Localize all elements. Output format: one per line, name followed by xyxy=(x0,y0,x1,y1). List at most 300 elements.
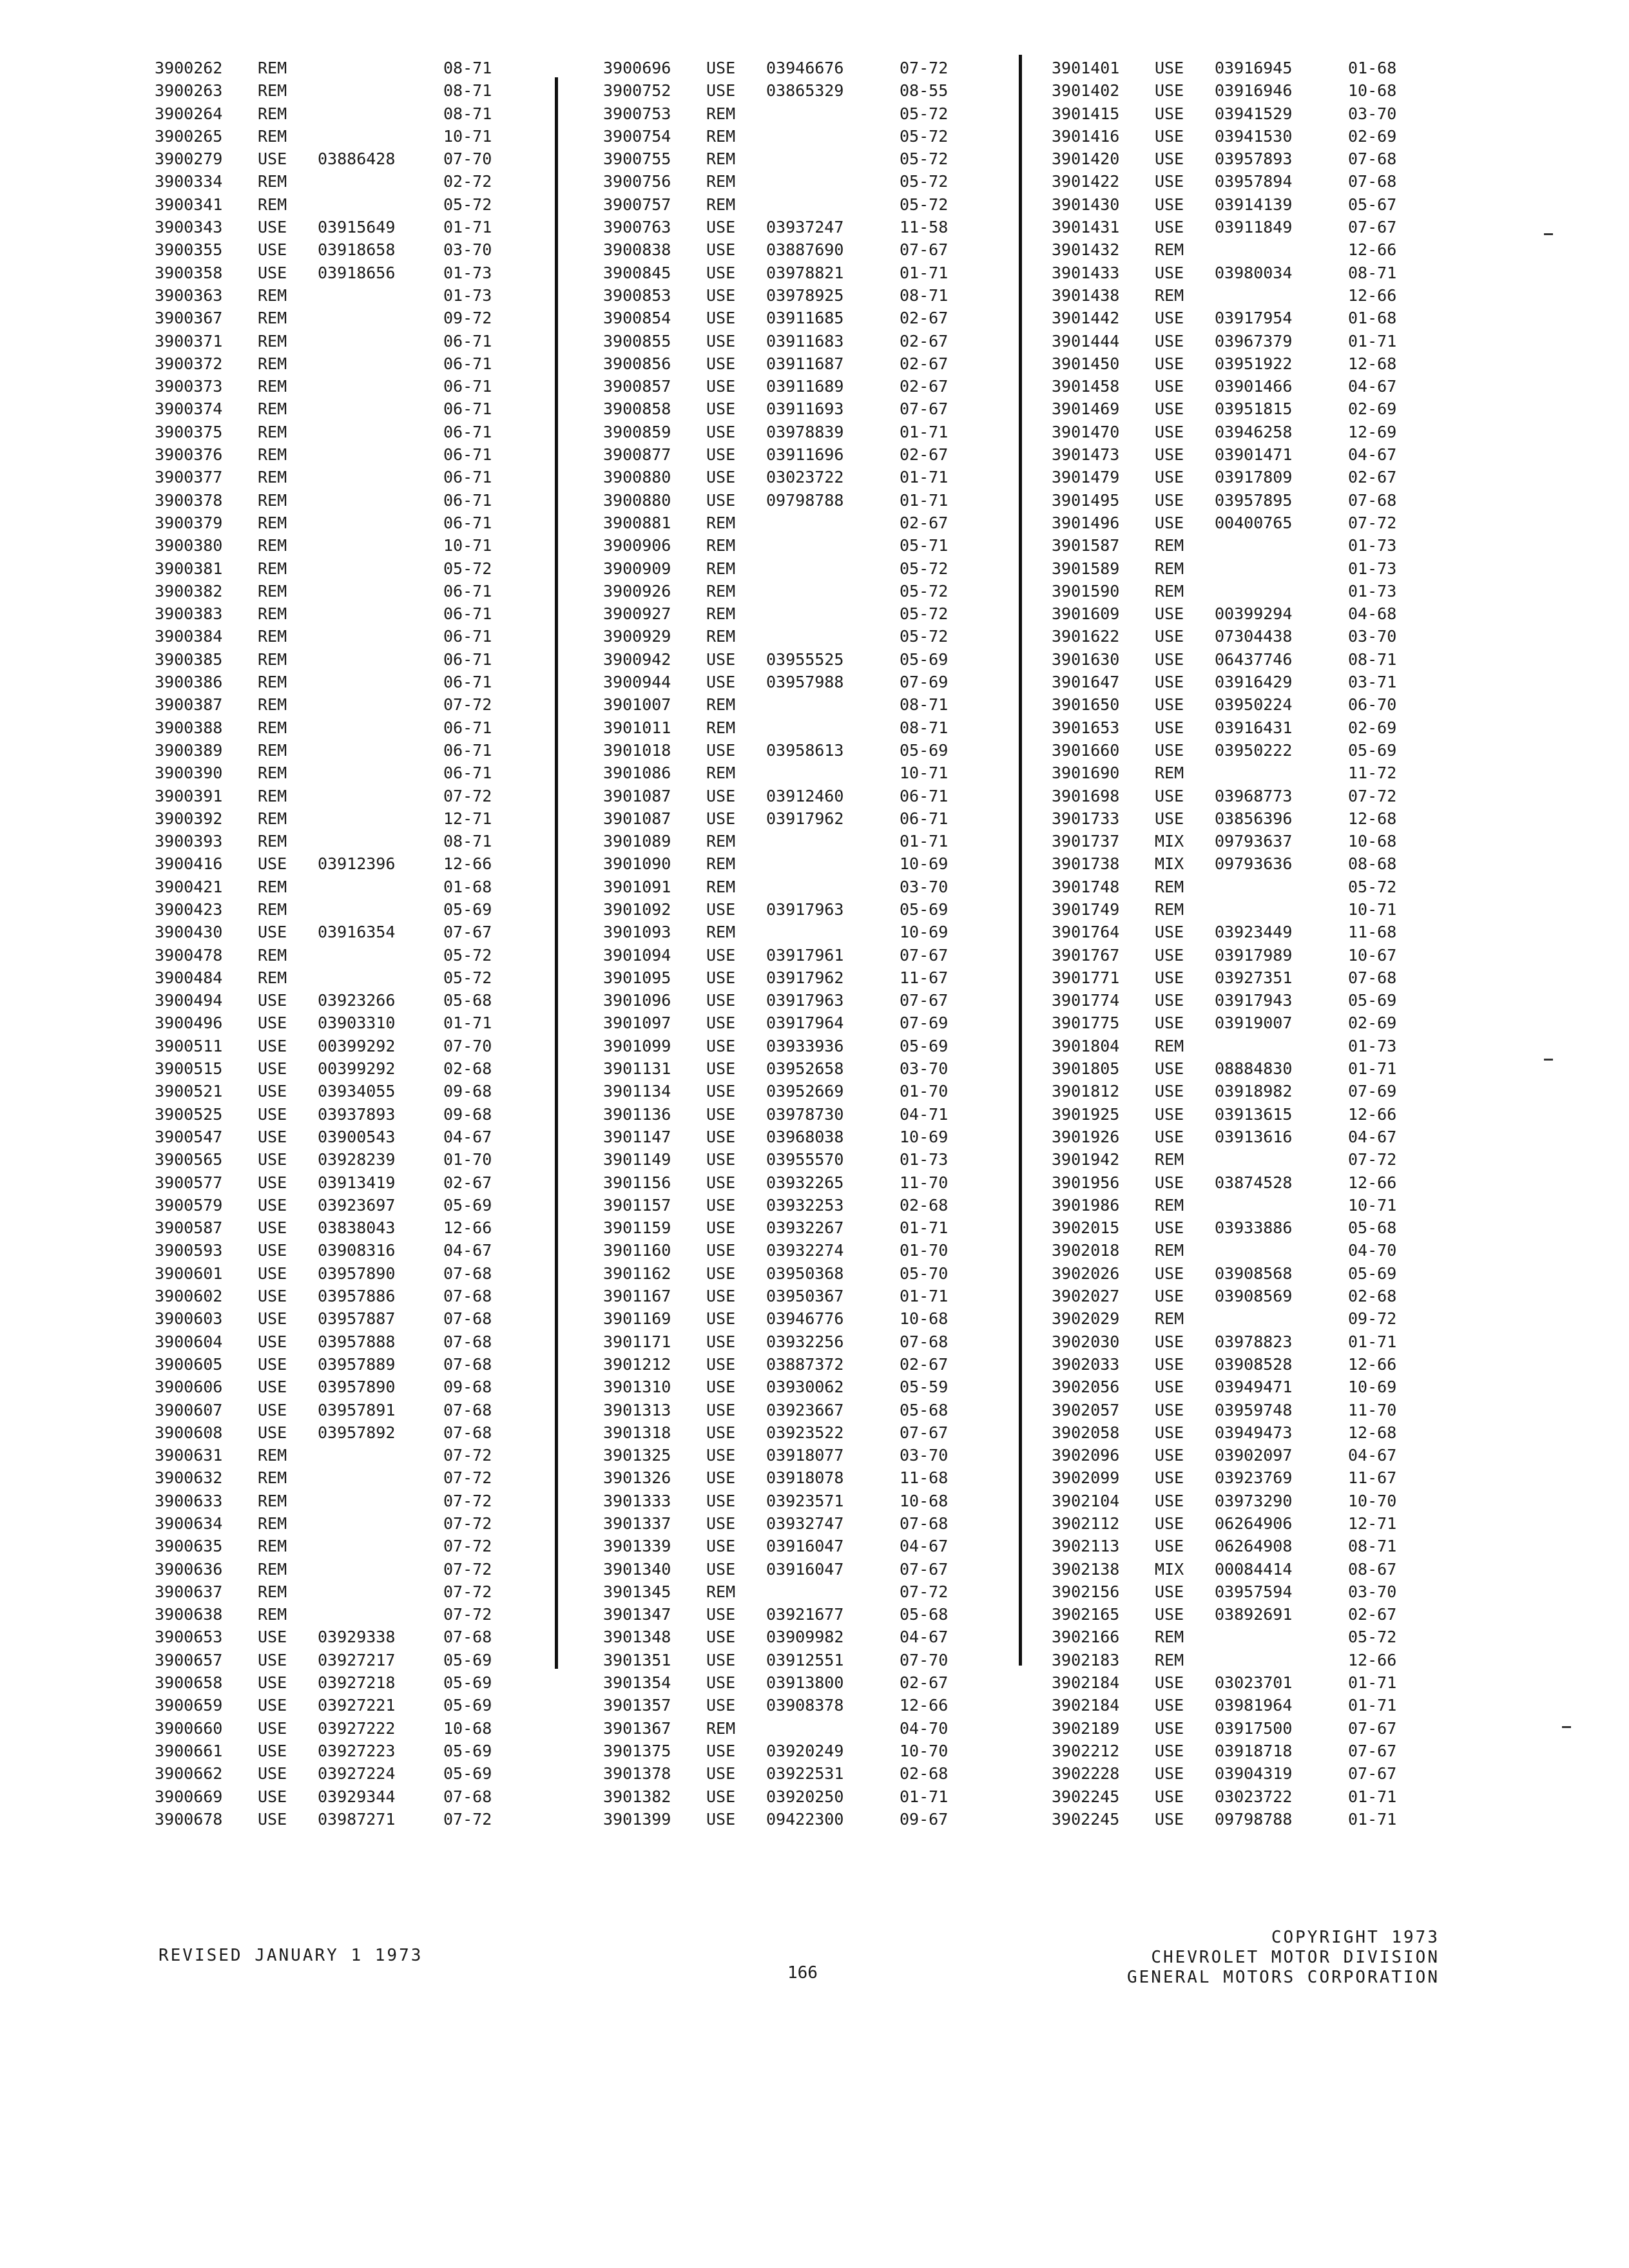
action-code: MIX xyxy=(1155,1559,1184,1579)
action-code: USE xyxy=(1155,309,1184,328)
effective-date: 06-71 xyxy=(443,740,492,760)
part-row xyxy=(155,421,528,443)
part-row xyxy=(155,852,528,875)
part-row xyxy=(603,739,990,762)
action-code: USE xyxy=(258,218,287,237)
part-row xyxy=(1052,1285,1438,1307)
part-number: 3900845 xyxy=(603,263,671,282)
replacement-number: 03957895 xyxy=(1215,490,1293,510)
part-number: 3901444 xyxy=(1052,331,1120,351)
part-number: 3900388 xyxy=(155,718,223,737)
effective-date: 07-67 xyxy=(1348,1764,1397,1783)
part-row xyxy=(155,762,528,784)
replacement-number: 03916431 xyxy=(1215,718,1293,737)
action-code: REM xyxy=(706,1718,736,1738)
replacement-number: 03918077 xyxy=(766,1446,844,1465)
replacement-number: 03922531 xyxy=(766,1764,844,1783)
part-row xyxy=(603,1216,990,1239)
replacement-number: 03950368 xyxy=(766,1264,844,1283)
effective-date: 12-66 xyxy=(1348,1104,1397,1124)
action-code: USE xyxy=(258,1104,287,1124)
replacement-number: 03950224 xyxy=(1215,695,1293,715)
part-number: 3901402 xyxy=(1052,81,1120,101)
action-code: REM xyxy=(258,285,287,305)
part-number: 3900859 xyxy=(603,422,671,441)
effective-date: 08-55 xyxy=(900,81,949,101)
action-code: USE xyxy=(706,1264,736,1283)
effective-date: 05-69 xyxy=(443,1696,492,1715)
effective-date: 09-72 xyxy=(1348,1309,1397,1329)
part-row xyxy=(155,807,528,830)
replacement-number: 03951815 xyxy=(1215,399,1293,419)
part-row xyxy=(155,57,528,79)
replacement-number: 03917943 xyxy=(1215,991,1293,1010)
effective-date: 01-71 xyxy=(900,832,949,851)
part-number: 3901764 xyxy=(1052,923,1120,942)
replacement-number: 03918078 xyxy=(766,1468,844,1488)
part-row xyxy=(1052,830,1438,852)
action-code: USE xyxy=(258,1173,287,1192)
effective-date: 06-71 xyxy=(443,581,492,601)
part-number: 3900634 xyxy=(155,1514,223,1533)
replacement-number: 03865329 xyxy=(766,81,844,101)
part-row xyxy=(1052,512,1438,534)
effective-date: 12-69 xyxy=(1348,422,1397,441)
part-number: 3900391 xyxy=(155,786,223,805)
effective-date: 12-71 xyxy=(443,809,492,828)
part-number: 3900653 xyxy=(155,1628,223,1647)
part-row xyxy=(1052,1694,1438,1716)
part-row xyxy=(603,1671,990,1694)
part-row xyxy=(155,716,528,739)
part-row xyxy=(603,330,990,352)
action-code: USE xyxy=(1155,1673,1184,1693)
action-code: USE xyxy=(258,1628,287,1647)
part-number: 3902156 xyxy=(1052,1582,1120,1601)
action-code: USE xyxy=(1155,673,1184,692)
part-row xyxy=(1052,330,1438,352)
action-code: USE xyxy=(258,1650,287,1669)
effective-date: 05-68 xyxy=(900,1605,949,1624)
part-number: 3900430 xyxy=(155,923,223,942)
effective-date: 01-70 xyxy=(900,1241,949,1260)
part-row xyxy=(1052,1581,1438,1603)
part-row xyxy=(155,1353,528,1376)
part-number: 3901089 xyxy=(603,832,671,851)
replacement-number: 03887372 xyxy=(766,1354,844,1374)
effective-date: 07-68 xyxy=(443,1400,492,1419)
part-row xyxy=(155,1808,528,1831)
replacement-number: 00400765 xyxy=(1215,513,1293,532)
part-number: 3900511 xyxy=(155,1036,223,1055)
effective-date: 07-68 xyxy=(443,1309,492,1329)
part-row xyxy=(1052,421,1438,443)
part-row xyxy=(603,102,990,125)
part-row xyxy=(155,443,528,466)
part-row xyxy=(155,375,528,398)
part-row xyxy=(155,1603,528,1626)
effective-date: 07-72 xyxy=(900,59,949,77)
part-number: 3902183 xyxy=(1052,1650,1120,1669)
effective-date: 08-71 xyxy=(900,695,949,715)
action-code: USE xyxy=(706,1036,736,1055)
replacement-number: 03978730 xyxy=(766,1104,844,1124)
part-number: 3901007 xyxy=(603,695,671,715)
replacement-number: 03916047 xyxy=(766,1559,844,1579)
part-row xyxy=(1052,785,1438,807)
action-code: USE xyxy=(1155,422,1184,441)
action-code: USE xyxy=(258,1241,287,1260)
action-code: REM xyxy=(258,718,287,737)
effective-date: 01-71 xyxy=(443,218,492,237)
effective-date: 07-72 xyxy=(1348,1150,1397,1169)
effective-date: 05-69 xyxy=(443,1673,492,1693)
part-row xyxy=(603,898,990,921)
part-row xyxy=(155,739,528,762)
action-code: USE xyxy=(706,331,736,351)
effective-date: 12-68 xyxy=(1348,354,1397,373)
action-code: USE xyxy=(258,1400,287,1419)
action-code: REM xyxy=(258,764,287,783)
part-row xyxy=(155,1512,528,1535)
part-row xyxy=(155,193,528,216)
replacement-number: 03927224 xyxy=(318,1764,396,1783)
part-number: 3902029 xyxy=(1052,1309,1120,1329)
part-number: 3900753 xyxy=(603,104,671,123)
part-row xyxy=(603,1626,990,1648)
action-code: USE xyxy=(258,1195,287,1215)
action-code: REM xyxy=(258,968,287,987)
part-number: 3901099 xyxy=(603,1036,671,1055)
action-code: USE xyxy=(1155,104,1184,123)
action-code: USE xyxy=(1155,126,1184,146)
action-code: REM xyxy=(1155,536,1184,555)
part-row xyxy=(1052,1216,1438,1239)
action-code: REM xyxy=(258,172,287,191)
effective-date: 12-66 xyxy=(1348,1173,1397,1192)
action-code: USE xyxy=(258,1332,287,1351)
replacement-number: 03911693 xyxy=(766,399,844,419)
effective-date: 08-71 xyxy=(1348,263,1397,282)
part-number: 3900608 xyxy=(155,1423,223,1442)
effective-date: 02-69 xyxy=(1348,718,1397,737)
replacement-number: 03934055 xyxy=(318,1082,396,1101)
effective-date: 05-72 xyxy=(900,149,949,169)
action-code: MIX xyxy=(1155,854,1184,874)
part-row xyxy=(1052,1421,1438,1444)
action-code: REM xyxy=(706,923,736,942)
part-number: 3900881 xyxy=(603,513,671,532)
action-code: REM xyxy=(258,377,287,396)
effective-date: 05-72 xyxy=(900,559,949,578)
action-code: USE xyxy=(1155,1082,1184,1101)
replacement-number: 03917963 xyxy=(766,899,844,919)
replacement-number: 03987271 xyxy=(318,1809,396,1829)
copyright-block xyxy=(1127,1928,1440,1988)
part-row xyxy=(603,57,990,79)
action-code: USE xyxy=(258,1673,287,1693)
part-number: 3900376 xyxy=(155,445,223,465)
part-row xyxy=(155,693,528,716)
part-number: 3902113 xyxy=(1052,1537,1120,1556)
action-code: USE xyxy=(1155,399,1184,419)
part-number: 3900374 xyxy=(155,399,223,419)
action-code: USE xyxy=(1155,649,1184,669)
part-number: 3901337 xyxy=(603,1514,671,1533)
part-row xyxy=(1052,1740,1438,1762)
part-row xyxy=(1052,716,1438,739)
part-number: 3901310 xyxy=(603,1378,671,1397)
effective-date: 05-69 xyxy=(443,1650,492,1669)
effective-date: 10-69 xyxy=(900,854,949,874)
action-code: REM xyxy=(258,81,287,101)
part-row xyxy=(155,1080,528,1102)
replacement-number: 03023701 xyxy=(1215,1673,1293,1693)
effective-date: 05-68 xyxy=(1348,1218,1397,1238)
action-code: USE xyxy=(1155,923,1184,942)
column-divider-1 xyxy=(555,77,558,1669)
action-code: USE xyxy=(706,468,736,487)
part-row xyxy=(155,1717,528,1740)
part-row xyxy=(155,307,528,329)
action-code: USE xyxy=(1155,468,1184,487)
action-code: USE xyxy=(1155,445,1184,465)
part-row xyxy=(1052,1035,1438,1057)
part-number: 3901169 xyxy=(603,1309,671,1329)
action-code: USE xyxy=(706,422,736,441)
replacement-number: 03932256 xyxy=(766,1332,844,1351)
part-number: 3901318 xyxy=(603,1423,671,1442)
part-row xyxy=(603,716,990,739)
action-code: USE xyxy=(706,1696,736,1715)
part-number: 3900386 xyxy=(155,673,223,692)
part-number: 3900358 xyxy=(155,263,223,282)
action-code: USE xyxy=(706,59,736,77)
effective-date: 03-70 xyxy=(900,1059,949,1079)
replacement-number: 03904319 xyxy=(1215,1764,1293,1783)
effective-date: 10-71 xyxy=(900,764,949,783)
effective-date: 09-68 xyxy=(443,1378,492,1397)
effective-date: 05-69 xyxy=(900,649,949,669)
effective-date: 08-71 xyxy=(443,81,492,101)
effective-date: 05-69 xyxy=(443,899,492,919)
action-code: REM xyxy=(1155,1036,1184,1055)
action-code: REM xyxy=(1155,1150,1184,1169)
part-number: 3901325 xyxy=(603,1446,671,1465)
replacement-number: 03917989 xyxy=(1215,945,1293,965)
part-row xyxy=(155,102,528,125)
part-row xyxy=(1052,989,1438,1012)
effective-date: 05-72 xyxy=(1348,1628,1397,1647)
replacement-number: 03911689 xyxy=(766,377,844,396)
part-number: 3900343 xyxy=(155,218,223,237)
effective-date: 06-71 xyxy=(443,468,492,487)
part-row xyxy=(603,1717,990,1740)
replacement-number: 03946676 xyxy=(766,59,844,77)
effective-date: 02-67 xyxy=(1348,1605,1397,1624)
effective-date: 01-71 xyxy=(900,1218,949,1238)
effective-date: 07-67 xyxy=(900,1423,949,1442)
effective-date: 05-72 xyxy=(900,627,949,646)
action-code: REM xyxy=(258,422,287,441)
part-number: 3901092 xyxy=(603,899,671,919)
effective-date: 12-66 xyxy=(443,854,492,874)
action-code: REM xyxy=(706,195,736,214)
action-code: REM xyxy=(706,513,736,532)
action-code: USE xyxy=(706,1241,736,1260)
parts-column-3 xyxy=(1052,57,1438,1831)
effective-date: 01-71 xyxy=(1348,1673,1397,1693)
action-code: REM xyxy=(258,104,287,123)
effective-date: 01-71 xyxy=(1348,1696,1397,1715)
effective-date: 09-68 xyxy=(443,1104,492,1124)
part-number: 3900385 xyxy=(155,649,223,669)
action-code: REM xyxy=(1155,1628,1184,1647)
replacement-number: 06264908 xyxy=(1215,1537,1293,1556)
part-row xyxy=(1052,79,1438,102)
part-row xyxy=(603,1535,990,1557)
replacement-number: 03937893 xyxy=(318,1104,396,1124)
action-code: USE xyxy=(1155,1605,1184,1624)
part-row xyxy=(603,876,990,898)
action-code: USE xyxy=(1155,1537,1184,1556)
replacement-number: 03923697 xyxy=(318,1195,396,1215)
effective-date: 11-70 xyxy=(1348,1400,1397,1419)
effective-date: 02-67 xyxy=(900,354,949,373)
part-number: 3901733 xyxy=(1052,809,1120,828)
part-number: 3900279 xyxy=(155,149,223,169)
corporation-line: GENERAL MOTORS CORPORATION xyxy=(1127,1968,1440,1987)
replacement-number: 03957889 xyxy=(318,1354,396,1374)
part-number: 3902015 xyxy=(1052,1218,1120,1238)
part-number: 3902058 xyxy=(1052,1423,1120,1442)
effective-date: 06-71 xyxy=(443,422,492,441)
effective-date: 05-72 xyxy=(1348,877,1397,896)
part-number: 3901157 xyxy=(603,1195,671,1215)
replacement-number: 03921677 xyxy=(766,1605,844,1624)
action-code: USE xyxy=(1155,1059,1184,1079)
part-number: 3901159 xyxy=(603,1218,671,1238)
replacement-number: 03957886 xyxy=(318,1287,396,1306)
action-code: USE xyxy=(1155,218,1184,237)
action-code: REM xyxy=(258,673,287,692)
action-code: REM xyxy=(258,1582,287,1601)
part-number: 3900334 xyxy=(155,172,223,191)
part-number: 3901094 xyxy=(603,945,671,965)
part-row xyxy=(603,1103,990,1126)
part-number: 3900877 xyxy=(603,445,671,465)
part-number: 3901804 xyxy=(1052,1036,1120,1055)
part-number: 3900367 xyxy=(155,309,223,328)
replacement-number: 03957887 xyxy=(318,1309,396,1329)
action-code: REM xyxy=(706,581,736,601)
replacement-number: 03856396 xyxy=(1215,809,1293,828)
replacement-number: 03902097 xyxy=(1215,1446,1293,1465)
replacement-number: 09793637 xyxy=(1215,832,1293,851)
part-row xyxy=(155,1581,528,1603)
effective-date: 01-71 xyxy=(900,1287,949,1306)
action-code: USE xyxy=(706,1104,736,1124)
effective-date: 02-68 xyxy=(1348,1287,1397,1306)
part-row xyxy=(1052,1717,1438,1740)
replacement-number: 03981964 xyxy=(1215,1696,1293,1715)
effective-date: 08-71 xyxy=(443,832,492,851)
action-code: USE xyxy=(258,240,287,260)
replacement-number: 09422300 xyxy=(766,1809,844,1829)
action-code: USE xyxy=(706,377,736,396)
part-number: 3901095 xyxy=(603,968,671,987)
part-number: 3902184 xyxy=(1052,1673,1120,1693)
part-number: 3900263 xyxy=(155,81,223,101)
action-code: USE xyxy=(1155,195,1184,214)
action-code: USE xyxy=(1155,1218,1184,1238)
part-number: 3901351 xyxy=(603,1650,671,1669)
effective-date: 08-71 xyxy=(1348,649,1397,669)
effective-date: 05-71 xyxy=(900,536,949,555)
part-row xyxy=(155,489,528,512)
part-row xyxy=(1052,1512,1438,1535)
replacement-number: 03923769 xyxy=(1215,1468,1293,1488)
part-number: 3900752 xyxy=(603,81,671,101)
action-code: USE xyxy=(1155,1423,1184,1442)
action-code: USE xyxy=(706,399,736,419)
action-code: USE xyxy=(1155,991,1184,1010)
effective-date: 07-68 xyxy=(900,1514,949,1533)
replacement-number: 03957892 xyxy=(318,1423,396,1442)
effective-date: 04-70 xyxy=(900,1718,949,1738)
part-row xyxy=(1052,1444,1438,1466)
effective-date: 05-68 xyxy=(900,1400,949,1419)
action-code: USE xyxy=(706,673,736,692)
part-number: 3900515 xyxy=(155,1059,223,1079)
margin-mark xyxy=(1544,1059,1553,1061)
replacement-number: 03886428 xyxy=(318,149,396,169)
part-row xyxy=(603,125,990,148)
part-number: 3902189 xyxy=(1052,1718,1120,1738)
replacement-number: 03874528 xyxy=(1215,1173,1293,1192)
action-code: USE xyxy=(1155,1468,1184,1488)
effective-date: 02-67 xyxy=(900,377,949,396)
effective-date: 07-72 xyxy=(443,1537,492,1556)
replacement-number: 03955525 xyxy=(766,649,844,669)
effective-date: 02-67 xyxy=(900,1354,949,1374)
action-code: USE xyxy=(706,445,736,465)
effective-date: 07-67 xyxy=(1348,1718,1397,1738)
action-code: REM xyxy=(706,149,736,169)
action-code: USE xyxy=(706,1218,736,1238)
part-number: 3900658 xyxy=(155,1673,223,1693)
part-number: 3901382 xyxy=(603,1787,671,1806)
replacement-number: 03968038 xyxy=(766,1127,844,1146)
replacement-number: 03957888 xyxy=(318,1332,396,1351)
effective-date: 03-70 xyxy=(443,240,492,260)
part-number: 3900393 xyxy=(155,832,223,851)
part-number: 3901430 xyxy=(1052,195,1120,214)
part-row xyxy=(155,330,528,352)
replacement-number: 06437746 xyxy=(1215,649,1293,669)
action-code: USE xyxy=(706,1378,736,1397)
action-code: USE xyxy=(1155,1582,1184,1601)
part-row xyxy=(603,1126,990,1148)
action-code: USE xyxy=(706,740,736,760)
part-row xyxy=(155,1444,528,1466)
action-code: USE xyxy=(1155,1173,1184,1192)
part-number: 3900909 xyxy=(603,559,671,578)
part-number: 3900855 xyxy=(603,331,671,351)
part-row xyxy=(155,1399,528,1421)
part-row xyxy=(155,625,528,648)
part-row xyxy=(603,1148,990,1171)
